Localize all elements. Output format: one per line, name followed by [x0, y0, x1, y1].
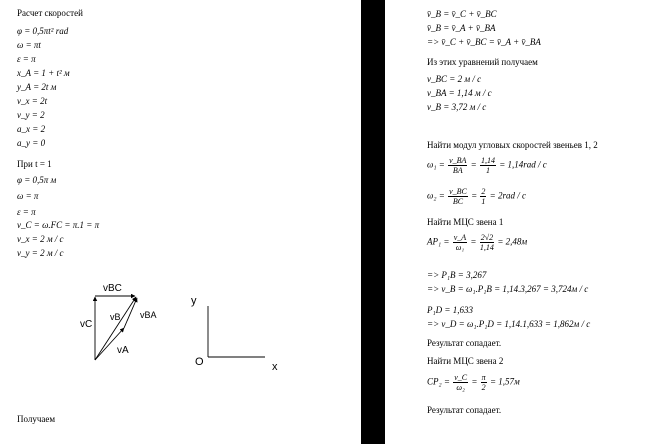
right-page: [385, 0, 666, 444]
equation-epsilon-t1: ε = π: [17, 207, 36, 217]
omega2-lhs: ω₂ =: [427, 190, 445, 201]
result-vba: v_BA = 1,14 м / с: [427, 88, 492, 98]
p1b-equation: => P₁B = 3,267: [427, 270, 487, 280]
match-text-1: Результат сопадает.: [427, 338, 502, 348]
label-vba: vBA: [140, 310, 157, 320]
label-vc: vC: [80, 319, 93, 330]
equation-phi-t1: φ = 0,5π м: [17, 175, 57, 185]
omega2-result: = 2rad / c: [489, 190, 526, 201]
equation-ay: a_y = 0: [17, 138, 46, 148]
omega1-result: = 1,14rad / c: [499, 159, 547, 170]
label-axis-y: y: [191, 295, 197, 307]
vector-equation-1: v̄_B = v̄_C + v̄_BC: [427, 9, 497, 19]
at-time-label: При t = 1: [17, 159, 52, 169]
section-title: Расчет скоростей: [17, 8, 83, 18]
equation-ax: a_x = 2: [17, 124, 46, 134]
omega2-equation: ω₂ = $\frac{v\_BC}{BC}$ = $\frac{2}{1}$ = 2rad / c: [427, 187, 526, 206]
equation-vy-t1: v_y = 2 м / с: [17, 248, 64, 258]
match-text-2: Результат сопадает.: [427, 405, 502, 415]
ap1-equation: AP₁ = $\frac{v\_A}{\text{ω₁}}$ = $\frac{2√2}{1,14}$ = 2,48м: [427, 233, 528, 252]
cp2-frac-numeric: $\frac{\pi}{2}$: [481, 373, 486, 392]
p1d-equation: P₁D = 1,633: [427, 305, 473, 315]
equation-ya: y_A = 2t м: [17, 82, 57, 92]
ap1-lhs: AP₁ =: [427, 236, 450, 247]
vector-equation-3: => v̄_C + v̄_BC = v̄_A + v̄_BA: [427, 37, 541, 47]
equation-vy: v_y = 2: [17, 110, 45, 120]
omega1-equation: ω₁ = $\frac{v\_BA}{BA}$ = $\frac{1,14}{1}$ = 1,14rad / c: [427, 156, 547, 175]
label-vb: vB: [110, 312, 121, 322]
equation-vx: v_x = 2t: [17, 96, 48, 106]
vector-equation-2: v̄_B = v̄_A + v̄_BA: [427, 23, 496, 33]
result-vb: v_B = 3,72 м / с: [427, 102, 487, 112]
mcs1-title: Найти МЦС звена 1: [427, 217, 504, 227]
equation-omega: ω = πt: [17, 40, 41, 50]
omega2-frac-numeric: $\frac{2}{1}$: [481, 187, 486, 206]
cp2-frac-symbolic: $\frac{v\_C}{\text{ω₂}}$: [454, 373, 468, 392]
cp2-equation: CP₂ = $\frac{v\_C}{\text{ω₂}}$ = $\frac{\pi}{2}$ = 1,57м: [427, 373, 520, 392]
ap1-frac-symbolic: $\frac{v\_A}{\text{ω₁}}$: [453, 233, 467, 252]
result-label: Получаем: [17, 414, 56, 424]
equation-phi: φ = 0,5πt² rad: [17, 26, 69, 36]
vd-check: => v_D = ω₁.P₁D = 1,14.1,633 = 1,862м / с: [427, 319, 591, 329]
cp2-lhs: CP₂ =: [427, 376, 450, 387]
omega1-frac-symbolic: $\frac{v\_BA}{BA}$: [449, 156, 467, 175]
from-equations-text: Из этих уравнений получаем: [427, 57, 538, 67]
equation-xa: x_A = 1 + t² м: [17, 68, 70, 78]
vector-vb: [95, 297, 136, 360]
label-axis-x: x: [272, 361, 278, 373]
label-vbc: vBC: [103, 283, 122, 294]
mcs2-title: Найти МЦС звена 2: [427, 356, 504, 366]
equation-vx-t1: v_x = 2 м / с: [17, 234, 64, 244]
omega1-frac-numeric: $\frac{1,14}{1}$: [480, 156, 495, 175]
label-va: vA: [117, 345, 129, 356]
equation-vc: v_C = ω.FC = π.1 = π: [17, 220, 100, 230]
result-vbc: v_BC = 2 м / с: [427, 74, 482, 84]
omega1-lhs: ω₁ =: [427, 159, 445, 170]
cp2-result: = 1,57м: [489, 376, 520, 387]
equation-omega-t1: ω = π: [17, 191, 39, 201]
label-origin: O: [195, 356, 204, 368]
vb-check: => v_B = ω₁.P₁B = 1,14.3,267 = 3,724м / с: [427, 284, 589, 294]
ap1-frac-numeric: $\frac{2√2}{1,14}$: [479, 233, 494, 252]
omega2-frac-symbolic: $\frac{v\_BC}{BC}$: [449, 187, 467, 206]
ap1-result: = 2,48м: [497, 236, 528, 247]
angular-velocity-title: Найти модул угловых скоростей звеньев 1, 2: [427, 140, 598, 150]
equation-epsilon: ε = π: [17, 54, 36, 64]
